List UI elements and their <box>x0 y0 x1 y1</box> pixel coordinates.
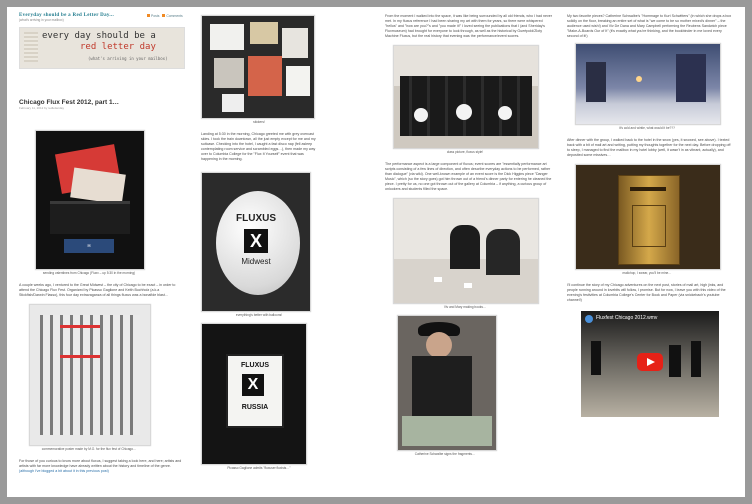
blog-page <box>7 7 745 497</box>
photo-caption: class picture, fluxus style! <box>446 150 484 154</box>
sticker <box>282 28 308 58</box>
face <box>426 332 452 358</box>
balloon-text-top: FLUXUS <box>236 213 276 224</box>
person-silhouette <box>591 341 601 375</box>
rss-icon <box>147 14 150 17</box>
paragraph-text: For those of you curious to know more about fluxus, I suggest taking a look here, and here; artists and artists with far more knowledge have already written about the history and timeline of the genre. <box>19 459 182 468</box>
photo-valentines-mailbox[interactable] <box>35 130 145 270</box>
blog-banner[interactable] <box>19 27 185 69</box>
photo-class-picture[interactable] <box>393 45 539 149</box>
balloon-text-bottom: Midwest <box>241 257 271 266</box>
photo-caption: everything's better with balloons! <box>235 313 283 317</box>
mailbox-panel <box>632 205 666 247</box>
paragraph: A couple weeks ago, I ventured to the Great Midwest – the city of Chicago to be exact – in order to attend the Chicago Flux Fest. Organized by Picasso Gaglione and Keith Buchholz (a.k.a Stickfish/Darwin Flasso), this four day extravaganza of all things fluxus was a bonafide blast… <box>19 283 176 297</box>
comments-feed-link[interactable]: Comments <box>166 14 183 18</box>
mail-slot <box>630 187 666 191</box>
white-envelope <box>70 168 126 205</box>
person <box>450 225 480 269</box>
sticker <box>210 24 244 50</box>
person-silhouette <box>691 341 701 377</box>
building <box>586 62 606 102</box>
paragraph: The performance aspect is a large component of fluxus; event scores are "essentially performance art scripts consisting of a few lines of direction, and often describe everyday actions to be performed, rather than dialogue" (via wiki). One well-known example of an event score is the Dick Higgins piece "Danger Music", which (so the story goes) got him thrown out of a friend's dinner party for entering he cleaned the piece. I pretty for us, no one got thrown out of the gallery at Columbia – if anything, a curious group of onlookers and students filled the space. <box>385 162 552 191</box>
stamp-decoration <box>24 32 38 62</box>
blog-subtitle: (what's arriving in your mailbox) <box>19 18 64 22</box>
post-title[interactable]: Chicago Flux Fest 2012, part 1… <box>19 99 120 106</box>
photo-caption: commemorative poster made by M.O. for the flux fest of Chicago… <box>41 447 137 451</box>
photo-catherine-schwalbe[interactable] <box>397 315 497 451</box>
photo-caption: stickers! <box>253 120 265 124</box>
photo-fluxus-russia[interactable] <box>201 323 307 465</box>
photo-caption: it's cold and wintie, what would it be??? <box>619 126 675 130</box>
photo-caption: Catherine Schwalbe signs the fragments… <box>414 452 476 456</box>
column-3 <box>385 7 555 456</box>
rss-icon <box>162 14 165 17</box>
sticker <box>286 66 310 96</box>
banner-line-3: (what's arriving in your mailbox) <box>88 56 168 61</box>
poster-grid <box>40 315 140 435</box>
paragraph: Landing at 5:30 in the morning, Chicago greeted me with grey overcast skies. I took the train downtown, all the just empty except for me and my suitcase. Checking into the hotel, I caught a fast disco nap (fell asleep contemplating room service and scrambled eggs…), then made my way over to Columbia College for the "Flux It Yourself" event that was happening in the morning. <box>201 132 316 161</box>
red-arrow <box>60 355 100 358</box>
feed-links <box>147 14 183 18</box>
balloon <box>498 106 512 120</box>
banner-line-2: red letter day <box>80 42 156 52</box>
paragraph: From the moment I walked into the space, it was like being surrounded by all old friends, who I had never met. In my fluxus reference I had been sharing my art with them for years, so there were whispered "hellos" and "how are you?"s and "you made it!" I loved seeing the publications that I (and Sheriday's Fluxmuseum) had brought for everyone to look through, as well as the historical by Guertpold/Zloty Machine Fluxus, but the real history that evening was the performance/event scores. <box>385 14 552 38</box>
column-1 <box>19 7 199 474</box>
sticker <box>250 22 278 44</box>
youtube-video-embed[interactable] <box>581 311 719 417</box>
paper <box>434 277 442 282</box>
paragraph: My two favorite pieces? Catherine Schwalbe's "Hommage to Kurt Schwitters" (in which she drops a box solidly on the floor, breaking an entire set of what is "we come to be so mother mixed's dinner" – the audience used wish!) and Viv De Dana and Mary Campbell performing the Reubens Sandwich piece "Make-A-Boards Our of It" (it's exactly what you're thinking, and the bookbinder in me loved every second of it!) <box>567 14 732 38</box>
paragraph: I'll continue the story of my Chicago adventures on the next post, stories of mail art, high jinks, and people running around in lovebits will follow, I promise. But for now, I leave you with this video of the evening's festivities at Columbia College's Center for Book and Paper (via snickebach's youtube channel!) <box>567 283 726 302</box>
posts-feed-link[interactable]: Posts <box>150 14 160 18</box>
balloon-x-mark: X <box>244 229 268 253</box>
red-arrow <box>60 325 100 328</box>
sticker <box>214 58 244 88</box>
photo-balloon[interactable] <box>201 172 311 312</box>
balloon <box>414 108 428 122</box>
photo-caption: mailchop, I swear, you'll be mine… <box>622 271 672 275</box>
photo-snowy-street[interactable] <box>575 43 721 125</box>
banner-line-1: every day should be a <box>42 31 156 41</box>
paragraph <box>19 459 183 474</box>
card-text-top: FLUXUS <box>241 362 269 369</box>
blog-title[interactable]: Everyday should be a Red Letter Day... <box>19 13 115 18</box>
video-title[interactable]: Fluxfest Chicago 2012.wmv <box>596 315 658 321</box>
person-silhouette <box>669 345 681 377</box>
card-text-bottom: RUSSIA <box>241 404 269 411</box>
play-icon <box>647 358 655 366</box>
card-x-mark: X <box>242 374 264 396</box>
balloon <box>456 104 472 120</box>
sticker <box>248 56 282 96</box>
post-meta: February 11, 2012 by redletterday <box>19 106 64 110</box>
play-button[interactable] <box>637 353 663 371</box>
column-4 <box>567 7 733 417</box>
previous-post-link[interactable]: (although I've blogged a bit about it in this previous post) <box>19 469 109 473</box>
channel-avatar[interactable] <box>585 315 593 323</box>
table <box>402 416 492 446</box>
building <box>676 54 706 102</box>
photo-caption: Viv and Mary making books… <box>443 305 487 309</box>
usps-logo-icon: ✉ <box>64 239 114 253</box>
photo-poster[interactable] <box>29 304 151 446</box>
column-2 <box>201 7 317 470</box>
photo-bookmaking[interactable] <box>393 198 539 304</box>
person <box>486 229 520 275</box>
photo-stickers[interactable] <box>201 15 315 119</box>
mailbox-slot <box>50 201 130 234</box>
street-light <box>636 76 642 82</box>
photo-mailbox-lobby[interactable] <box>575 164 721 270</box>
photo-caption: Picasso Gaglione admits "fluxuser fluxists…" <box>227 466 291 470</box>
paragraph: After dinner with the group, I walked back to the hotel in the snow (yes, it snowed, see above). I texted back with a bit of mail art and writing, putting my thoughts together for the next day. Before dropping off to sleep, I managed to find the mailbox in my hotel lobby (well, it wasn't in as vibrant, actually), and deposited some missives… <box>567 138 731 157</box>
photo-caption: sending valentines from Chicago (Fluxx – up 5:30 in the morning) <box>42 271 136 275</box>
paper <box>464 283 472 288</box>
sticker <box>222 94 244 112</box>
